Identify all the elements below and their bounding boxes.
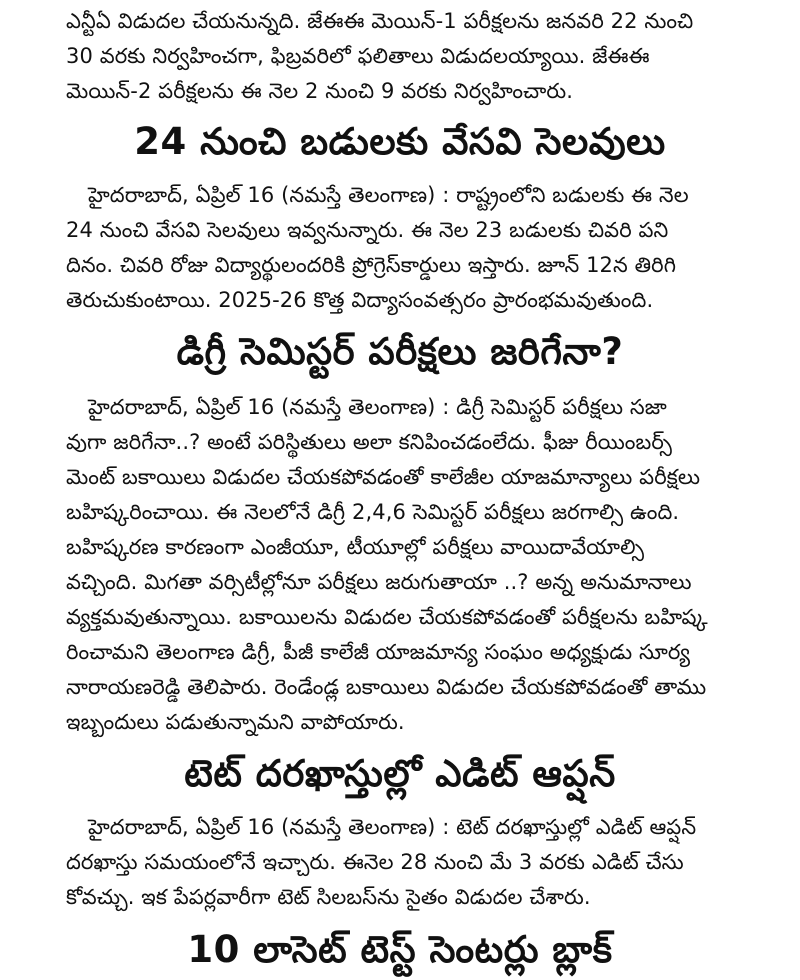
- text-line: హైదరాబాద్, ఏప్రిల్ 16 (నమస్తే తెలంగాణ) : రాష్ట్రంలోని బడులకు ఈ నెల: [88, 183, 689, 207]
- text-line: 24 నుంచి వేసవి సెలవులు ఇవ్వనున్నారు. ఈ నెల 23 బడులకు చివరి పని: [66, 218, 669, 242]
- text-line: వ్యక్తమవుతున్నాయి. బకాయిలను విడుదల చేయకపోవడంతో పరీక్షలను బహిష్క: [66, 605, 708, 629]
- text-line: హైదరాబాద్, ఏప్రిల్ 16 (నమస్తే తెలంగాణ) : డిగ్రీ సెమిస్టర్ పరీక్షలు సజా: [88, 395, 667, 419]
- intro-paragraph: [66, 4, 756, 109]
- text-line: మెయిన్-2 పరీక్షలను ఈ నెల 2 నుంచి 9 వరకు నిర్వహించారు.: [66, 79, 574, 103]
- text-line: 30 వరకు నిర్వహించగా, ఫిబ్రవరిలో ఫలితాలు విడుదలయ్యాయి. జేఈఈ: [66, 44, 650, 68]
- degree-exams-paragraph: [66, 390, 756, 740]
- text-line: నారాయణరెడ్డి తెలిపారు. రెండేండ్ల బకాయిలు విడుదల చేయకపోవడంతో తాము: [66, 675, 707, 699]
- text-line: వచ్చింది. మిగతా వర్సిటీల్లోనూ పరీక్షలు జరుగుతాయా ..? అన్న అనుమానాలు: [66, 570, 692, 594]
- heading-degree-exams: డిగ్రీ సెమిస్టర్ పరీక్షలు జరిగేనా?: [176, 330, 624, 373]
- text-line: కోవచ్చు. ఇక పేపర్లవారీగా టెట్ సిలబస్‌ను సైతం విడుదల చేశారు.: [66, 885, 591, 909]
- text-line: రించామని తెలంగాణ డిగ్రీ, పీజీ కాలేజీ యాజమాన్య సంఘం అధ్యక్షుడు సూర్య: [66, 640, 691, 664]
- text-line: ఇబ్బందులు పడుతున్నామని వాపోయారు.: [66, 710, 405, 734]
- text-line: దినం. చివరి రోజు విద్యార్థులందరికి ప్రోగ్రెస్‌కార్డులు ఇస్తారు. జూన్ 12న తిరిగి: [66, 253, 677, 277]
- text-line: తెరుచుకుంటాయి. 2025-26 కొత్త విద్యాసంవత్సరం ప్రారంభమవుతుంది.: [66, 288, 654, 312]
- text-line: మెంట్ బకాయిలు విడుదల చేయకపోవడంతో కాలేజీల యాజమాన్యాలు పరీక్షలు: [66, 465, 701, 489]
- text-line: బహిష్కరించాయి. ఈ నెలలోనే డిగ్రీ 2,4,6 సెమిస్టర్ పరీక్షలు జరగాల్సి ఉంది.: [66, 500, 680, 524]
- heading-tet-edit-option: టెట్ దరఖాస్తుల్లో ఎడిట్ ఆప్షన్: [184, 752, 616, 795]
- text-line: వుగా జరిగేనా..? అంటే పరిస్థితులు అలా కనిపించడంలేదు. ఫీజు రీయింబర్స్: [66, 430, 673, 454]
- tet-edit-option-paragraph: [66, 810, 756, 915]
- text-line: హైదరాబాద్, ఏప్రిల్ 16 (నమస్తే తెలంగాణ) : టెట్ దరఖాస్తుల్లో ఎడిట్ ఆప్షన్: [88, 815, 697, 839]
- heading-lawcet-test-centers: 10 లాసెట్ టెస్ట్ సెంటర్లు బ్లాక్: [187, 928, 613, 971]
- heading-summer-holidays: 24 నుంచి బడులకు వేసవి సెలవులు: [134, 120, 666, 163]
- text-line: దరఖాస్తు సమయంలోనే ఇచ్చారు. ఈనెల 28 నుంచి మే 3 వరకు ఎడిట్ చేసు: [66, 850, 684, 874]
- text-line: ఎన్టీఏ విడుదల చేయనున్నది. జేఈఈ మెయిన్-1 పరీక్షలను జనవరి 22 నుంచి: [66, 9, 694, 33]
- summer-holidays-paragraph: [66, 178, 756, 318]
- text-line: బహిష్కరణ కారణంగా ఎంజీయూ, టీయూల్లో పరీక్షలు వాయిదావేయాల్సి: [66, 535, 645, 559]
